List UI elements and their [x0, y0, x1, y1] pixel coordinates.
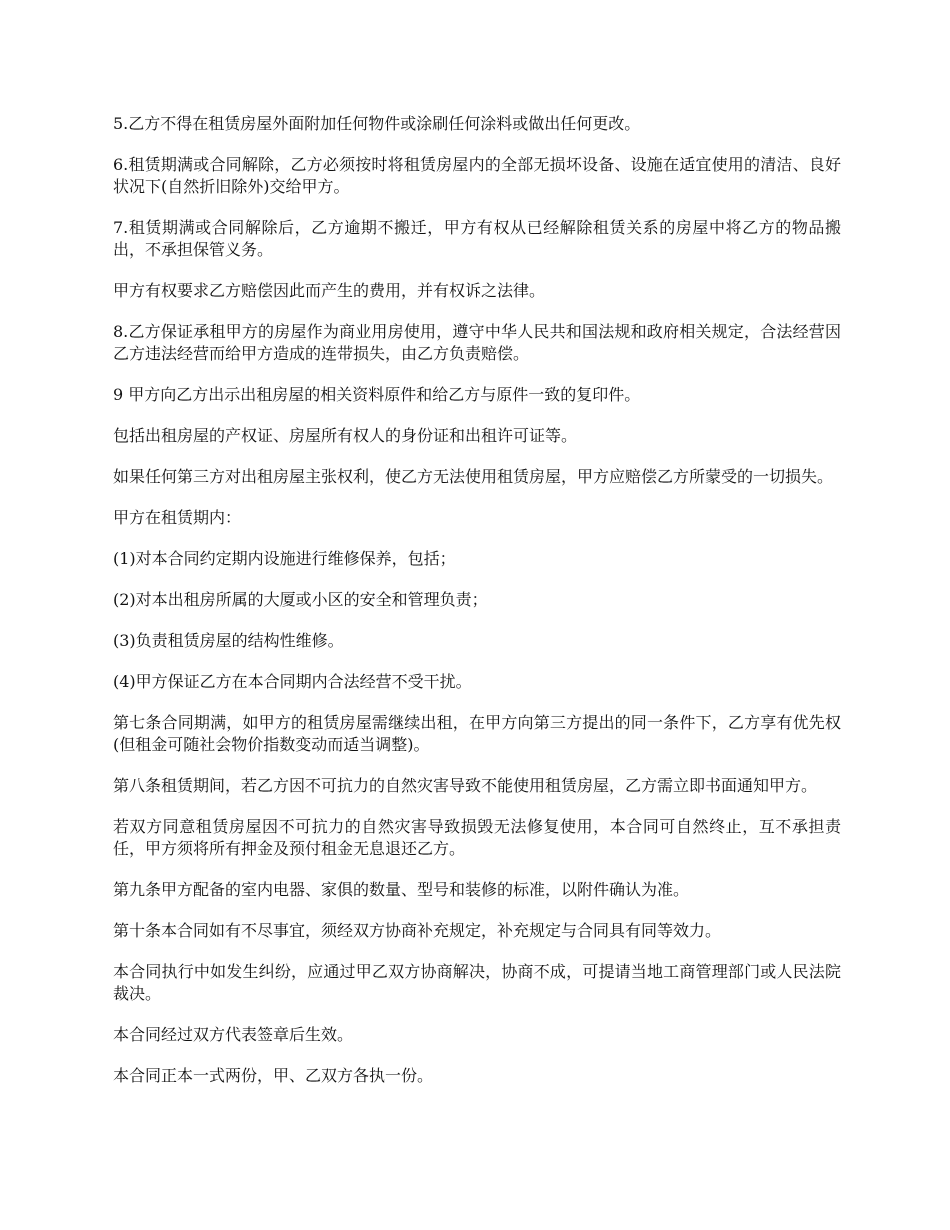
paragraph-article-9: 第九条甲方配备的室内电器、家俱的数量、型号和装修的标准，以附件确认为准。	[113, 880, 690, 899]
paragraph-compensation-right: 甲方有权要求乙方赔偿因此而产生的费用，并有权诉之法律。	[113, 281, 546, 300]
paragraph-article-8: 第八条租赁期间，若乙方因不可抗力的自然灾害导致不能使用租赁房屋，乙方需立即书面通知甲方。	[113, 776, 818, 795]
paragraph-documents-list: 包括出租房屋的产权证、房屋所有权人的身份证和出租许可证等。	[113, 426, 578, 445]
paragraph-duty-2: (2)对本出租房所属的大厦或小区的安全和管理负责；	[113, 590, 488, 609]
paragraph-lessor-duties-intro: 甲方在租赁期内：	[113, 508, 242, 527]
paragraph-clause-6: 6.租赁期满或合同解除，乙方必须按时将租赁房屋内的全部无损坏设备、设施在适宜使用的清洁、良好状况下(自然折旧除外)交给甲方。	[113, 155, 841, 196]
paragraph-duty-1: (1)对本合同约定期内设施进行维修保养，包括；	[113, 549, 456, 568]
paragraph-clause-9: 9 甲方向乙方出示出租房屋的相关资料原件和给乙方与原件一致的复印件。	[113, 385, 641, 404]
paragraph-duty-3: (3)负责租赁房屋的结构性维修。	[113, 631, 344, 650]
paragraph-duty-4: (4)甲方保证乙方在本合同期内合法经营不受干扰。	[113, 672, 472, 691]
paragraph-copies: 本合同正本一式两份，甲、乙双方各执一份。	[113, 1066, 434, 1085]
paragraph-third-party-claim: 如果任何第三方对出租房屋主张权利，使乙方无法使用租赁房屋，甲方应赔偿乙方所蒙受的一切损失。	[113, 467, 834, 486]
paragraph-clause-5: 5.乙方不得在租赁房屋外面附加任何物件或涂刷任何涂料或做出任何更改。	[113, 114, 641, 133]
paragraph-force-majeure: 若双方同意租赁房屋因不可抗力的自然灾害导致损毁无法修复使用，本合同可自然终止，互不承担责任，甲方须将所有押金及预付租金无息退还乙方。	[113, 817, 841, 858]
paragraph-article-10: 第十条本合同如有不尽事宜，须经双方协商补充规定，补充规定与合同具有同等效力。	[113, 921, 722, 940]
paragraph-clause-7: 7.租赁期满或合同解除后，乙方逾期不搬迁，甲方有权从已经解除租赁关系的房屋中将乙方的物品搬出，不承担保管义务。	[113, 218, 841, 259]
paragraph-article-7: 第七条合同期满，如甲方的租赁房屋需继续出租，在甲方向第三方提出的同一条件下，乙方享有优先权(但租金可随社会物价指数变动而适当调整)。	[113, 713, 841, 754]
paragraph-effective: 本合同经过双方代表签章后生效。	[113, 1025, 354, 1044]
document-body	[113, 113, 841, 1106]
paragraph-clause-8: 8.乙方保证承租甲方的房屋作为商业用房使用，遵守中华人民共和国法规和政府相关规定，合法经营因乙方违法经营而给甲方造成的连带损失，由乙方负责赔偿。	[113, 322, 841, 363]
paragraph-dispute-resolution: 本合同执行中如发生纠纷，应通过甲乙双方协商解决，协商不成，可提请当地工商管理部门或人民法院裁决。	[113, 962, 841, 1003]
